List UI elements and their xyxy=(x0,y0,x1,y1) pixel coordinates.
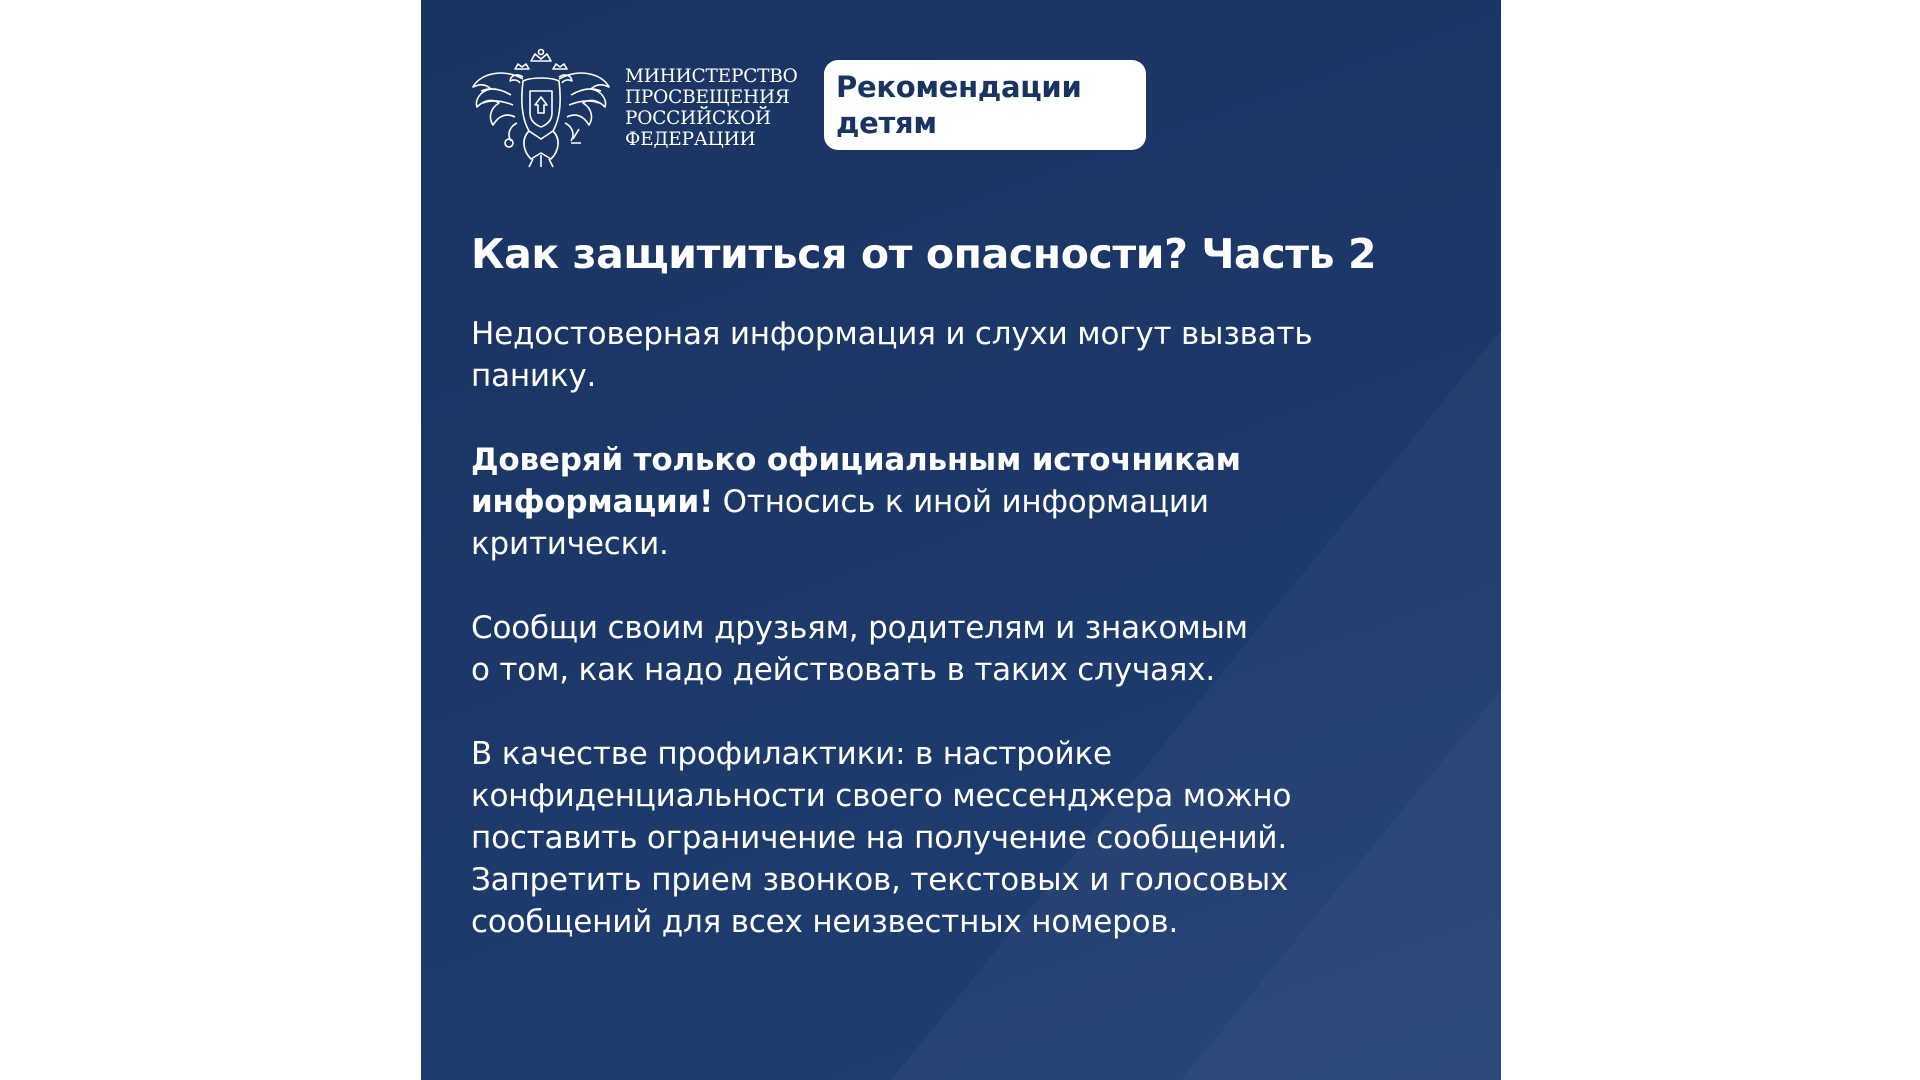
body-text xyxy=(471,313,1431,985)
paragraph-1 xyxy=(471,313,1431,397)
text-line: Сообщи своим друзьям, родителям и знакомым xyxy=(471,610,1248,646)
text-line: Запретить прием звонков, текстовых и голосовых xyxy=(471,862,1289,898)
paragraph-4 xyxy=(471,733,1431,943)
regular-text: Относись к иной информации xyxy=(713,484,1209,520)
page-title: Как защититься от опасности? Часть 2 xyxy=(471,230,1377,278)
ministry-name-line: ФЕДЕРАЦИИ xyxy=(625,129,756,150)
paragraph-3 xyxy=(471,607,1431,691)
text-line: конфиденциальности своего мессенджера можно xyxy=(471,778,1292,814)
text-line xyxy=(471,481,1431,523)
ministry-name-line: МИНИСТЕРСТВО xyxy=(625,66,798,87)
ministry-name-line: ПРОСВЕЩЕНИЯ xyxy=(625,87,790,108)
badge-line-2: детям xyxy=(836,106,937,140)
text-line: о том, как надо действовать в таких случаях. xyxy=(471,652,1216,688)
text-line: сообщений для всех неизвестных номеров. xyxy=(471,904,1179,940)
recommendations-badge xyxy=(824,60,1146,150)
info-card xyxy=(421,0,1501,1080)
double-headed-eagle-emblem-icon xyxy=(471,47,611,169)
text-line: поставить ограничение на получение сообщений. xyxy=(471,820,1288,856)
badge-line-1: Рекомендации xyxy=(836,70,1082,104)
ministry-name xyxy=(625,66,798,150)
bold-text-line: Доверяй только официальным источникам xyxy=(471,442,1241,478)
ministry-header xyxy=(471,48,798,168)
text-line: панику. xyxy=(471,358,597,394)
bold-text: информации! xyxy=(471,484,714,520)
paragraph-2 xyxy=(471,439,1431,565)
text-line: критически. xyxy=(471,526,669,562)
ministry-name-line: РОССИЙСКОЙ xyxy=(625,108,771,129)
text-line: В качестве профилактики: в настройке xyxy=(471,736,1112,772)
text-line: Недостоверная информация и слухи могут вызвать xyxy=(471,316,1313,352)
